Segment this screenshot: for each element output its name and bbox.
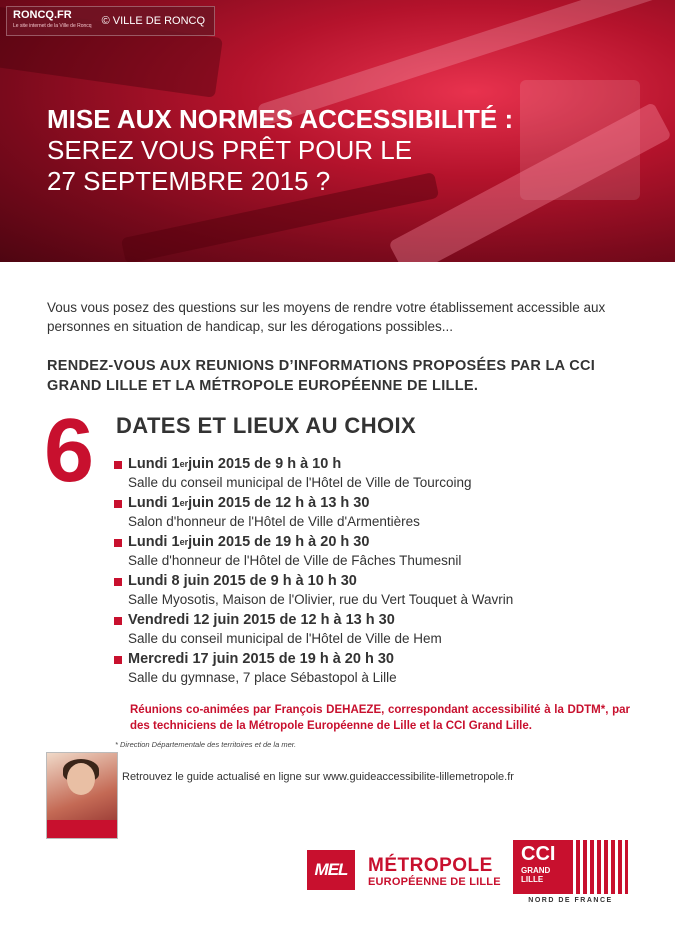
date-place: Salle du conseil municipal de l'Hôtel de Ville de Hem bbox=[128, 631, 442, 646]
nord-de-france-text: NORD DE FRANCE bbox=[528, 897, 613, 904]
bullet-square-icon bbox=[114, 500, 122, 508]
date-item bbox=[114, 572, 654, 608]
date-item bbox=[114, 650, 654, 686]
site-watermark[interactable] bbox=[6, 6, 215, 36]
coanimation-note: Réunions co-animées par François DEHAEZE, correspondant accessibilité à la DDTM*, par des techniciens de la Métropole Européenne de Lille et la CCI Grand Lille. bbox=[130, 704, 630, 732]
guide-link-text[interactable]: Retrouvez le guide actualisé en ligne sur www.guideaccessibilite-lillemetropole.fr bbox=[122, 771, 514, 783]
site-logo-tagline: Le site internet de la Ville de Roncq bbox=[13, 23, 92, 29]
date-when bbox=[114, 455, 654, 474]
cci-logo-stripes bbox=[573, 840, 628, 894]
title-line-3: 27 SEPTEMBRE 2015 ? bbox=[47, 166, 331, 196]
hero-banner bbox=[0, 0, 675, 262]
bullet-square-icon bbox=[114, 578, 122, 586]
date-day-suffix: er bbox=[179, 537, 189, 547]
date-when bbox=[114, 572, 654, 591]
guide-cover-image[interactable] bbox=[46, 752, 118, 839]
date-time: juin 2015 de 9 h à 10 h bbox=[188, 456, 342, 472]
big-number-six: 6 bbox=[44, 401, 95, 501]
mel-logo: MEL bbox=[307, 850, 355, 890]
date-time: juin 2015 de 19 h à 20 h 30 bbox=[188, 534, 370, 550]
page-title bbox=[47, 104, 647, 197]
date-item bbox=[114, 494, 654, 530]
copyright-text: © VILLE DE RONCQ bbox=[101, 15, 206, 27]
bullet-square-icon bbox=[114, 539, 122, 547]
footnote: * Direction Départementale des territoires et de la mer. bbox=[115, 740, 297, 749]
guide-cover-band bbox=[47, 820, 117, 838]
cci-logo-subtitle: GRAND LILLE bbox=[521, 866, 551, 884]
cci-logo-title: CCI bbox=[521, 843, 556, 865]
bullet-square-icon bbox=[114, 656, 122, 664]
metropole-logo-line-1: MÉTROPOLE bbox=[368, 855, 493, 876]
date-when bbox=[114, 650, 654, 669]
metropole-logo-line-2: EUROPÉENNE DE LILLE bbox=[368, 876, 501, 888]
date-when bbox=[114, 533, 654, 552]
date-day-suffix: er bbox=[179, 459, 189, 469]
date-when bbox=[114, 611, 654, 630]
date-day: Lundi 1 bbox=[128, 495, 180, 511]
date-time: juin 2015 de 12 h à 13 h 30 bbox=[188, 495, 370, 511]
guide-cover-face bbox=[67, 763, 95, 795]
date-item bbox=[114, 533, 654, 569]
date-place: Salle du gymnase, 7 place Sébastopol à Lille bbox=[128, 670, 397, 685]
title-line-2: SEREZ VOUS PRÊT POUR LE bbox=[47, 135, 413, 165]
metropole-logo-text bbox=[368, 856, 501, 889]
date-day: Vendredi 12 juin 2015 de 12 h à 13 h 30 bbox=[128, 612, 395, 628]
date-place: Salle du conseil municipal de l'Hôtel de Ville de Tourcoing bbox=[128, 475, 472, 490]
intro-paragraph: Vous vous posez des questions sur les moyens de rendre votre établissement accessible aux personnes en situation de handicap, sur les dérogations possibles... bbox=[47, 300, 606, 334]
date-day: Mercredi 17 juin 2015 de 19 h à 20 h 30 bbox=[128, 651, 394, 667]
site-logo[interactable] bbox=[13, 10, 92, 32]
site-logo-text: RONCQ.FR bbox=[13, 9, 72, 21]
date-place: Salle d'honneur de l'Hôtel de Ville de Fâches Thumesnil bbox=[128, 553, 462, 568]
date-day-suffix: er bbox=[179, 498, 189, 508]
title-line-1: MISE AUX NORMES ACCESSIBILITÉ : bbox=[47, 104, 514, 134]
bullet-square-icon bbox=[114, 617, 122, 625]
date-place: Salle Myosotis, Maison de l'Olivier, rue du Vert Touquet à Wavrin bbox=[128, 592, 514, 607]
date-day: Lundi 8 juin 2015 de 9 h à 10 h 30 bbox=[128, 573, 357, 589]
date-day: Lundi 1 bbox=[128, 456, 180, 472]
date-place: Salon d'honneur de l'Hôtel de Ville d'Armentières bbox=[128, 514, 420, 529]
date-item bbox=[114, 455, 654, 491]
dates-title: DATES ET LIEUX AU CHOIX bbox=[116, 413, 417, 438]
date-item bbox=[114, 611, 654, 647]
date-day: Lundi 1 bbox=[128, 534, 180, 550]
dates-list bbox=[114, 455, 654, 689]
rendezvous-heading: RENDEZ-VOUS AUX REUNIONS D’INFORMATIONS PROPOSÉES PAR LA CCI GRAND LILLE ET LA MÉTROPOLE EUROPÉENNE DE LILLE. bbox=[47, 358, 596, 394]
cci-logo bbox=[513, 840, 628, 894]
date-when bbox=[114, 494, 654, 513]
bullet-square-icon bbox=[114, 461, 122, 469]
